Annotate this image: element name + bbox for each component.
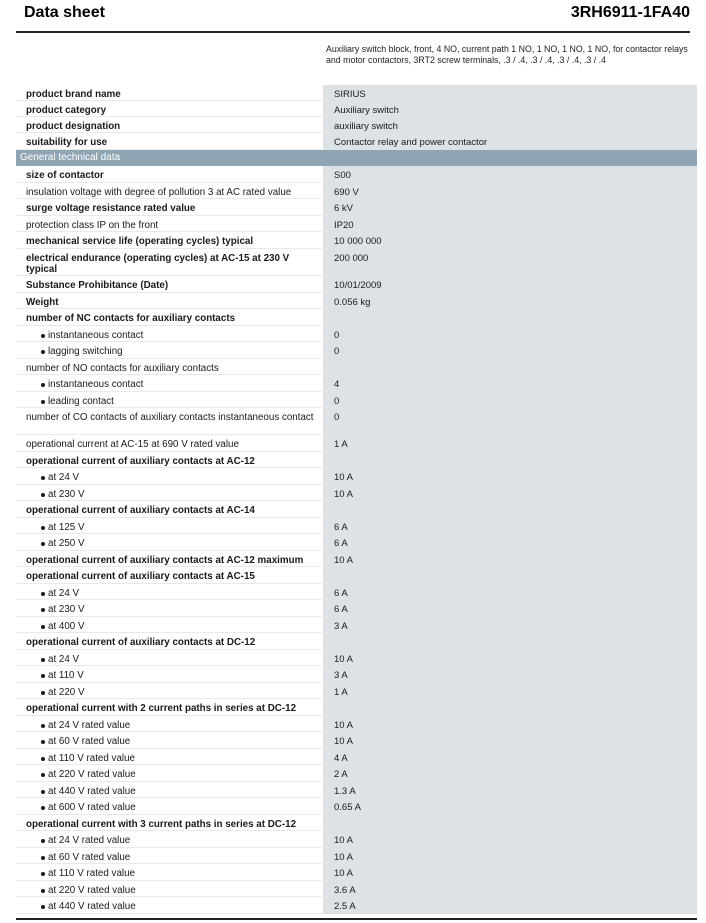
spec-value-cell	[323, 249, 697, 276]
spec-value-cell	[323, 683, 697, 699]
spec-value: S00	[334, 170, 351, 181]
spec-label: surge voltage resistance rated value	[26, 203, 196, 214]
spec-value-cell	[323, 881, 697, 897]
spec-value-cell	[323, 749, 697, 765]
spec-value-cell	[323, 183, 697, 199]
spec-row	[16, 551, 697, 567]
spec-sub-label: at 230 V	[48, 489, 318, 500]
spec-value-cell	[323, 732, 697, 749]
spec-value-cell	[323, 518, 697, 534]
spec-value: 10 000 000	[334, 236, 382, 247]
spec-value: 6 A	[334, 588, 348, 599]
spec-label: protection class IP on the front	[26, 220, 159, 231]
spec-row	[16, 815, 697, 831]
spec-row	[16, 392, 697, 408]
spec-value-cell	[323, 831, 697, 848]
spec-row	[16, 650, 697, 666]
spec-label: product category	[26, 105, 107, 116]
spec-value-cell	[323, 650, 697, 666]
spec-row	[16, 600, 697, 617]
spec-label: operational current of auxiliary contacts at DC-12	[26, 637, 256, 648]
spec-row	[16, 101, 697, 117]
spec-value-cell	[323, 633, 697, 650]
spec-value: SIRIUS	[334, 89, 366, 100]
spec-sub-label: at 440 V rated value	[48, 786, 318, 797]
spec-sub-label: leading contact	[48, 396, 318, 407]
spec-value: 4 A	[334, 753, 348, 764]
spec-sub-label: at 440 V rated value	[48, 901, 318, 912]
spec-label: Substance Prohibitance (Date)	[26, 280, 169, 291]
spec-row	[16, 501, 697, 518]
spec-row	[16, 617, 697, 633]
spec-value-cell	[323, 584, 697, 600]
spec-value: 10 A	[334, 835, 354, 846]
spec-row	[16, 534, 697, 551]
spec-value: 10 A	[334, 489, 354, 500]
spec-sub-label: at 24 V	[48, 654, 318, 665]
spec-row	[16, 848, 697, 864]
spec-sub-label: at 110 V	[48, 670, 318, 681]
spec-label: suitability for use	[26, 137, 108, 148]
spec-label: operational current of auxiliary contacts at AC-12	[26, 456, 255, 467]
spec-sub-label: lagging switching	[48, 346, 318, 357]
spec-value-cell	[323, 815, 697, 831]
spec-row	[16, 584, 697, 600]
spec-row	[16, 133, 697, 150]
spec-sub-label: at 60 V rated value	[48, 736, 318, 747]
spec-value-cell	[323, 485, 697, 501]
spec-label: number of CO contacts of auxiliary contacts instantaneous contact	[26, 412, 314, 423]
spec-row	[16, 485, 697, 501]
spec-sub-label: at 220 V rated value	[48, 769, 318, 780]
spec-row	[16, 732, 697, 749]
spec-value-cell	[323, 848, 697, 864]
spec-sub-label: at 110 V rated value	[48, 753, 318, 764]
spec-value: 2 A	[334, 769, 348, 780]
spec-row	[16, 326, 697, 342]
spec-value-cell	[323, 276, 697, 293]
spec-row	[16, 749, 697, 765]
spec-label: size of contactor	[26, 170, 104, 181]
spec-row	[16, 765, 697, 782]
spec-row	[16, 408, 697, 435]
spec-value-cell	[323, 435, 697, 452]
spec-value-cell	[323, 452, 697, 468]
spec-sub-label: at 400 V	[48, 621, 318, 632]
spec-row	[16, 468, 697, 485]
spec-value-cell	[323, 897, 697, 914]
spec-value: 1 A	[334, 687, 348, 698]
spec-value-cell	[323, 342, 697, 359]
spec-value-cell	[323, 101, 697, 117]
spec-value-cell	[323, 375, 697, 392]
spec-label: number of NC contacts for auxiliary contacts	[26, 313, 236, 324]
spec-value-cell	[323, 232, 697, 249]
spec-row	[16, 699, 697, 716]
spec-sub-label: at 24 V rated value	[48, 835, 318, 846]
spec-value-cell	[323, 864, 697, 881]
spec-row	[16, 183, 697, 199]
description-row	[16, 44, 697, 85]
spec-row	[16, 798, 697, 815]
spec-sub-label: at 24 V rated value	[48, 720, 318, 731]
spec-label: product brand name	[26, 89, 121, 100]
spec-row	[16, 782, 697, 798]
spec-row	[16, 864, 697, 881]
spec-value-cell	[323, 567, 697, 584]
spec-value-cell	[323, 166, 697, 183]
spec-value-cell	[323, 408, 697, 435]
spec-value: 3 A	[334, 670, 348, 681]
spec-value: 6 kV	[334, 203, 354, 214]
spec-value: 10 A	[334, 720, 354, 731]
spec-row	[16, 831, 697, 848]
spec-label: operational current of auxiliary contacts at AC-14	[26, 505, 255, 516]
spec-row	[16, 166, 697, 183]
spec-row	[16, 375, 697, 392]
spec-row	[16, 359, 697, 375]
spec-row	[16, 518, 697, 534]
spec-value: 690 V	[334, 187, 359, 198]
spec-row	[16, 897, 697, 914]
spec-value: 0	[334, 330, 340, 341]
header-divider	[16, 31, 690, 33]
spec-label: insulation voltage with degree of pollution 3 at AC rated value	[26, 187, 292, 198]
page-header	[0, 0, 706, 32]
spec-sub-label: at 220 V rated value	[48, 885, 318, 896]
spec-sub-label: at 24 V	[48, 472, 318, 483]
spec-value-cell	[323, 501, 697, 518]
description-spacer	[16, 44, 322, 85]
spec-value: 10 A	[334, 852, 354, 863]
section-title: General technical data	[20, 152, 121, 163]
spec-value-cell	[323, 133, 697, 150]
spec-value: 0	[334, 412, 340, 423]
spec-sub-label: at 125 V	[48, 522, 318, 533]
spec-row	[16, 309, 697, 326]
spec-sub-label: at 600 V rated value	[48, 802, 318, 813]
spec-label: operational current at AC-15 at 690 V rated value	[26, 439, 239, 450]
spec-value-cell	[323, 765, 697, 782]
spec-sub-label: instantaneous contact	[48, 379, 318, 390]
spec-value: 0	[334, 396, 340, 407]
spec-value: Contactor relay and power contactor	[334, 137, 488, 148]
spec-value-cell	[323, 617, 697, 633]
spec-row	[16, 567, 697, 584]
spec-value-cell	[323, 782, 697, 798]
spec-row	[16, 881, 697, 897]
spec-value: 10 A	[334, 654, 354, 665]
spec-value: 0	[334, 346, 340, 357]
spec-value-cell	[323, 85, 697, 101]
spec-row	[16, 249, 697, 276]
product-code: 3RH6911-1FA40	[570, 4, 690, 21]
spec-label: operational current with 2 current paths in series at DC-12	[26, 703, 297, 714]
spec-row	[16, 199, 697, 216]
spec-value-cell	[323, 293, 697, 309]
spec-value-cell	[323, 534, 697, 551]
spec-value-cell	[323, 199, 697, 216]
footer-divider	[16, 918, 697, 920]
spec-sub-label: at 220 V	[48, 687, 318, 698]
spec-value: 10 A	[334, 868, 354, 879]
spec-label: product designation	[26, 121, 121, 132]
product-description: Auxiliary switch block, front, 4 NO, current path 1 NO, 1 NO, 1 NO, 1 NO, for contactor relays and motor contactors, 3RT2 screw terminals, .3 / .4, .3 / .4, .3 / .4, .3 / .4	[326, 44, 688, 65]
spec-row	[16, 435, 697, 452]
spec-label: operational current with 3 current paths in series at DC-12	[26, 819, 297, 830]
spec-row	[16, 117, 697, 133]
spec-row	[16, 633, 697, 650]
spec-value: 0.65 A	[334, 802, 361, 813]
spec-value-cell	[323, 216, 697, 232]
spec-sub-label: at 110 V rated value	[48, 868, 318, 879]
spec-rows	[16, 85, 697, 914]
spec-value-cell	[323, 468, 697, 485]
spec-label: number of NO contacts for auxiliary contacts	[26, 363, 219, 374]
spec-value: 10/01/2009	[334, 280, 382, 291]
spec-value: 3 A	[334, 621, 348, 632]
page-title: Data sheet	[24, 4, 105, 21]
spec-value-cell	[323, 699, 697, 716]
spec-label: operational current of auxiliary contacts at AC-12 maximum	[26, 555, 304, 566]
spec-value: auxiliary switch	[334, 121, 398, 132]
spec-value: 1.3 A	[334, 786, 356, 797]
spec-value: 0.056 kg	[334, 297, 371, 308]
spec-value: 4	[334, 379, 340, 390]
spec-value: 200 000	[334, 253, 369, 264]
spec-value: 10 A	[334, 555, 354, 566]
row-divider	[16, 913, 322, 914]
spec-sub-label: at 250 V	[48, 538, 318, 549]
spec-value-cell	[323, 117, 697, 133]
spec-row	[16, 342, 697, 359]
spec-value-cell	[323, 551, 697, 567]
datasheet-table	[16, 44, 697, 914]
section-header	[16, 150, 697, 166]
spec-sub-label: instantaneous contact	[48, 330, 318, 341]
spec-value: IP20	[334, 220, 354, 231]
spec-value: 6 A	[334, 604, 348, 615]
spec-value-cell	[323, 309, 697, 326]
spec-row	[16, 683, 697, 699]
spec-row	[16, 452, 697, 468]
spec-row	[16, 276, 697, 293]
spec-value: 6 A	[334, 538, 348, 549]
spec-label: mechanical service life (operating cycles) typical	[26, 236, 254, 247]
spec-value-cell	[323, 326, 697, 342]
spec-label: operational current of auxiliary contacts at AC-15	[26, 571, 255, 582]
spec-sub-label: at 60 V rated value	[48, 852, 318, 863]
spec-value-cell	[323, 600, 697, 617]
spec-value: 1 A	[334, 439, 348, 450]
spec-value-cell	[323, 716, 697, 732]
spec-value-cell	[323, 798, 697, 815]
spec-value: Auxiliary switch	[334, 105, 399, 116]
spec-row	[16, 666, 697, 683]
spec-value: 3.6 A	[334, 885, 356, 896]
spec-row	[16, 85, 697, 101]
spec-row	[16, 232, 697, 249]
spec-label: Weight	[26, 297, 59, 308]
spec-value: 2.5 A	[334, 901, 356, 912]
spec-row	[16, 716, 697, 732]
spec-value-cell	[323, 359, 697, 375]
spec-value-cell	[323, 392, 697, 408]
spec-value-cell	[323, 666, 697, 683]
spec-label: electrical endurance (operating cycles) at AC-15 at 230 V typical	[26, 253, 290, 275]
spec-row	[16, 293, 697, 309]
spec-sub-label: at 230 V	[48, 604, 318, 615]
spec-value: 6 A	[334, 522, 348, 533]
spec-value: 10 A	[334, 736, 354, 747]
spec-row	[16, 216, 697, 232]
spec-value: 10 A	[334, 472, 354, 483]
spec-sub-label: at 24 V	[48, 588, 318, 599]
